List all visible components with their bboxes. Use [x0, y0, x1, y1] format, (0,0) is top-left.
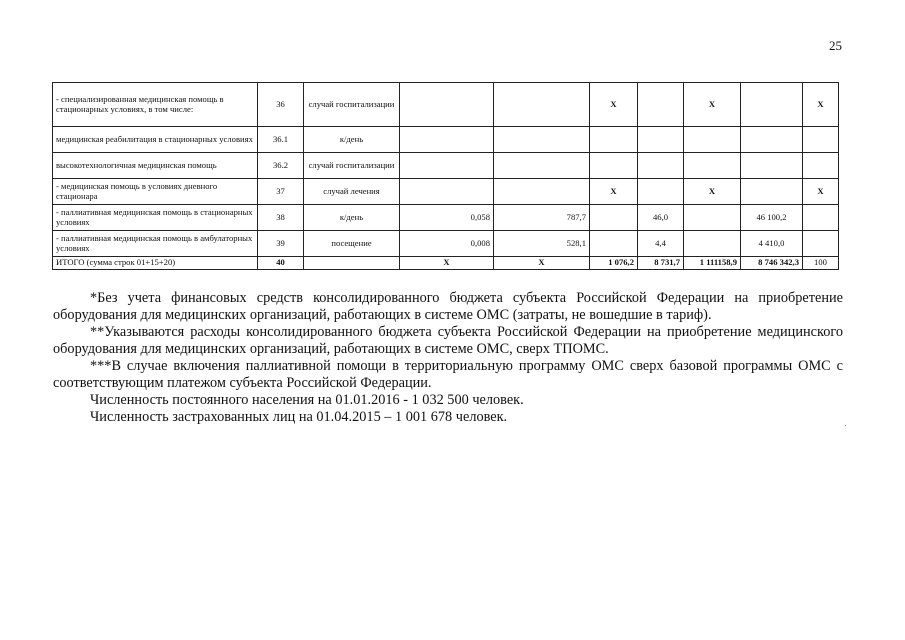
footnote-1: *Без учета финансовых средств консолидированного бюджета субъекта Российской Федерации на приобретение оборудования для медицинских организаций, работающих в системе ОМС (затраты, не вошедшие в тариф). [53, 290, 843, 323]
row-unit: случай лечения [304, 179, 400, 205]
footnote-3: ***В случае включения паллиативной помощи в территориальную программу ОМС сверх базовой программы ОМС с соответствующим платежом субъекта Российской Федерации. [53, 358, 843, 391]
cell [590, 205, 638, 231]
cell [684, 205, 741, 231]
population-note: Численность постоянного населения на 01.01.2016 - 1 032 500 человек. [90, 392, 524, 408]
cell [741, 83, 803, 127]
table-row [53, 153, 839, 179]
cell [590, 127, 638, 153]
cell [741, 153, 803, 179]
table-row [53, 179, 839, 205]
row-unit: к/день [304, 205, 400, 231]
cell: X [590, 179, 638, 205]
budget-table [52, 82, 839, 270]
cell: 8 731,7 [638, 257, 684, 270]
row-code: 36.1 [258, 127, 304, 153]
table-row [53, 83, 839, 127]
cell [803, 205, 839, 231]
cell: X [590, 83, 638, 127]
cell [741, 179, 803, 205]
cell [638, 179, 684, 205]
row-unit: случай госпитализации [304, 83, 400, 127]
table-row-total [53, 257, 839, 270]
cell [400, 83, 494, 127]
row-name: - паллиативная медицинская помощь в стационарных условиях [53, 205, 258, 231]
footnote-2: **Указываются расходы консолидированного бюджета субъекта Российской Федерации на приобретение медицинского оборудования для медицинских организаций, работающих в системе ОМС, сверх ТПОМС. [53, 324, 843, 357]
row-code: 40 [258, 257, 304, 270]
cell [400, 127, 494, 153]
cell: X [684, 83, 741, 127]
cell: 46,0 [638, 205, 684, 231]
cell [803, 231, 839, 257]
cell: 0,008 [400, 231, 494, 257]
row-unit [304, 257, 400, 270]
row-unit: к/день [304, 127, 400, 153]
row-name: - паллиативная медицинская помощь в амбулаторных условиях [53, 231, 258, 257]
cell [803, 127, 839, 153]
row-name: - медицинская помощь в условиях дневного стационара [53, 179, 258, 205]
row-name: медицинская реабилитация в стационарных условиях [53, 127, 258, 153]
cell [590, 153, 638, 179]
cell: 46 100,2 [741, 205, 803, 231]
cell: X [803, 179, 839, 205]
cell: X [803, 83, 839, 127]
row-unit: случай госпитализации [304, 153, 400, 179]
cell [638, 83, 684, 127]
cell [638, 153, 684, 179]
insured-note: Численность застрахованных лиц на 01.04.2015 – 1 001 678 человек. [90, 409, 508, 425]
cell: 100 [803, 257, 839, 270]
cell [400, 179, 494, 205]
cell [590, 231, 638, 257]
cell [803, 153, 839, 179]
cell [684, 127, 741, 153]
table-row [53, 127, 839, 153]
cell: 4 410,0 [741, 231, 803, 257]
scan-speck [845, 425, 846, 426]
cell: 528,1 [494, 231, 590, 257]
table-body [53, 83, 839, 270]
footnotes [53, 290, 843, 426]
cell [684, 231, 741, 257]
row-code: 39 [258, 231, 304, 257]
cell: 8 746 342,3 [741, 257, 803, 270]
cell: X [494, 257, 590, 270]
cell: 1 076,2 [590, 257, 638, 270]
cell: X [400, 257, 494, 270]
row-code: 37 [258, 179, 304, 205]
row-code: 38 [258, 205, 304, 231]
row-name: высокотехнологичная медицинская помощь [53, 153, 258, 179]
row-unit: посещение [304, 231, 400, 257]
cell [684, 153, 741, 179]
page-number: 25 [829, 38, 842, 53]
cell: 0,058 [400, 205, 494, 231]
cell [494, 83, 590, 127]
row-name: - специализированная медицинская помощь в стационарных условиях, в том числе: [53, 83, 258, 127]
row-code: 36.2 [258, 153, 304, 179]
cell: 4,4 [638, 231, 684, 257]
table-row [53, 205, 839, 231]
cell [741, 127, 803, 153]
row-code: 36 [258, 83, 304, 127]
cell [638, 127, 684, 153]
row-name: ИТОГО (сумма строк 01+15+20) [53, 257, 258, 270]
cell [494, 153, 590, 179]
table-row [53, 231, 839, 257]
cell: X [684, 179, 741, 205]
cell [494, 127, 590, 153]
cell: 787,7 [494, 205, 590, 231]
cell: 1 111158,9 [684, 257, 741, 270]
cell [494, 179, 590, 205]
cell [400, 153, 494, 179]
